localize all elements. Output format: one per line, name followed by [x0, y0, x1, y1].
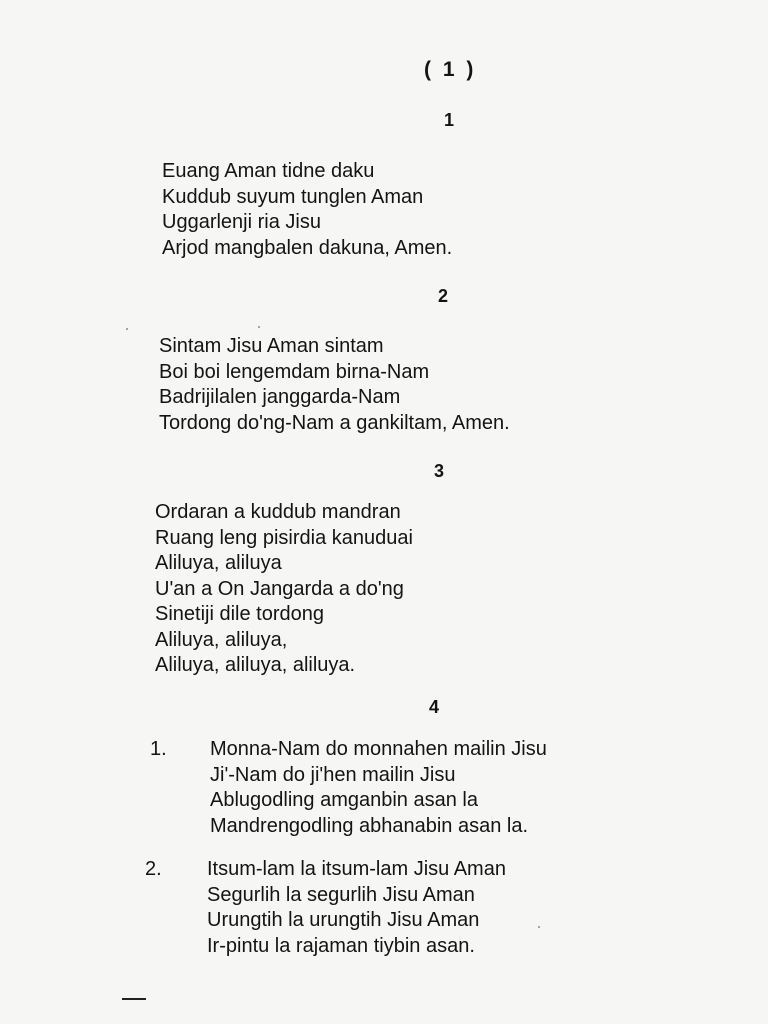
part-lines	[207, 857, 506, 959]
verse-2	[159, 334, 510, 436]
verse-4-part-1	[150, 737, 630, 847]
verse-line: Monna-Nam do monnahen mailin Jisu	[210, 738, 547, 760]
verse-line: Ablugodling amganbin asan la	[210, 789, 478, 811]
verse-line: Arjod mangbalen dakuna, Amen.	[162, 236, 453, 259]
part-number: 1.	[150, 738, 167, 760]
verse-line: Ji'-Nam do ji'hen mailin Jisu	[210, 763, 456, 786]
part-number: 2.	[145, 858, 162, 880]
verse-line: Ordaran a kuddub mandran	[155, 501, 401, 523]
verse-line: Ir-pintu la rajaman tiybin asan.	[207, 934, 475, 957]
part-lines	[210, 737, 547, 839]
verse-line: Kuddub suyum tunglen Aman	[162, 185, 424, 208]
verse-line: Mandrengodling abhanabin asan la.	[210, 814, 529, 837]
verse-3	[155, 500, 413, 679]
verse-line: Ruang leng pisirdia kanuduai	[155, 526, 413, 549]
verse-line: Segurlih la segurlih Jisu Aman	[207, 883, 475, 906]
verse-line: Aliluya, aliluya	[155, 552, 282, 574]
verse-line: Badrijilalen janggarda-Nam	[159, 386, 401, 408]
scan-speck	[258, 326, 260, 328]
verse-line: Boi boi lengemdam birna-Nam	[159, 360, 430, 383]
verse-line: Sintam Jisu Aman sintam	[159, 335, 384, 357]
verse-line: Itsum-lam la itsum-lam Jisu Aman	[207, 858, 506, 880]
verse-number-2: 2	[438, 286, 449, 306]
verse-line: Euang Aman tidne daku	[162, 160, 375, 182]
verse-line: Uggarlenji ria Jisu	[162, 211, 321, 233]
hymn-number: ( 1 )	[424, 58, 477, 81]
verse-4-part-2	[145, 857, 625, 967]
verse-number-3: 3	[434, 461, 445, 481]
scan-speck	[126, 328, 128, 330]
verse-line: U'an a On Jangarda a do'ng	[155, 577, 404, 600]
verse-number-1: 1	[444, 110, 455, 130]
verse-line: Sinetiji dile tordong	[155, 603, 324, 625]
verse-line: Aliluya, aliluya,	[155, 628, 288, 651]
verse-line: Urungtih la urungtih Jisu Aman	[207, 909, 480, 931]
verse-line: Aliluya, aliluya, aliluya.	[155, 654, 356, 676]
scan-speck	[538, 926, 540, 928]
verse-number-4: 4	[429, 697, 440, 717]
verse-1	[162, 159, 452, 261]
scan-edge-mark	[122, 998, 146, 1000]
verse-line: Tordong do'ng-Nam a gankiltam, Amen.	[159, 411, 510, 434]
